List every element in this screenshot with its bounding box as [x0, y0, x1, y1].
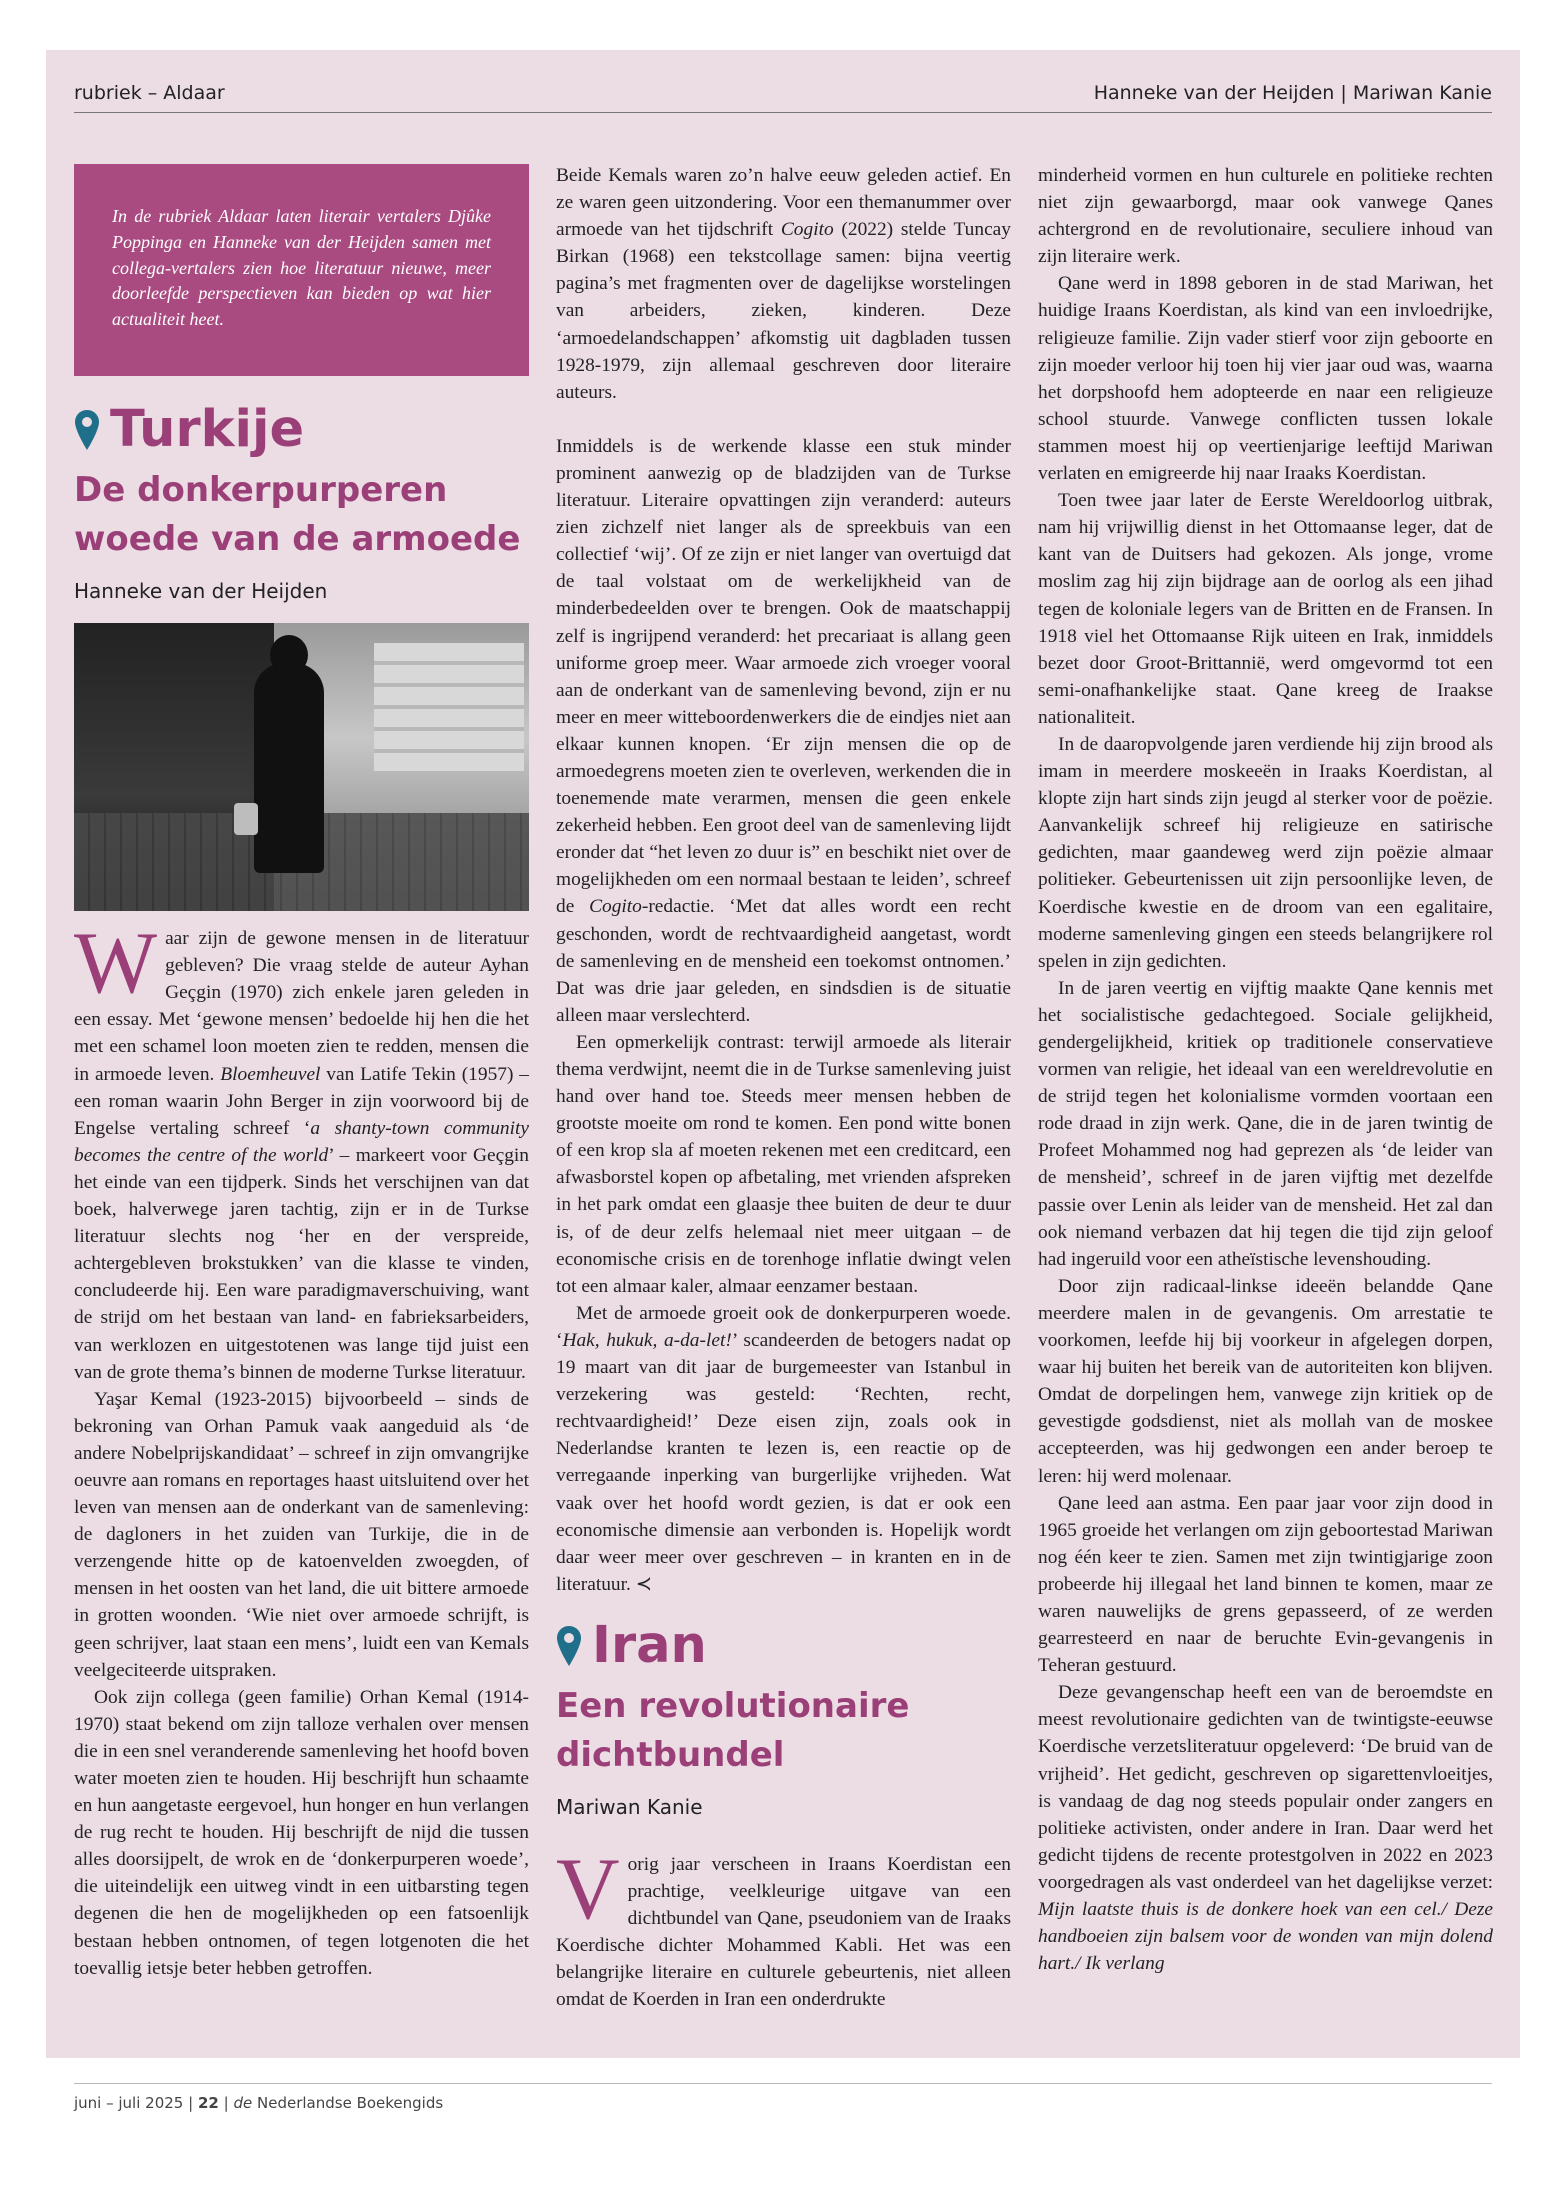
author-byline: Mariwan Kanie [556, 1794, 703, 1819]
page-number: 22 [197, 2094, 219, 2112]
header-divider [74, 112, 1492, 113]
separator: | [223, 2094, 229, 2112]
intro-box [74, 164, 529, 376]
paragraph: Deze gevangenschap heeft een van de beroemdste en meest revolutionaire gedichten van de twintigste-eeuwse Koerdische verzetsliteratuur opgeleverd: ‘De bruid van de vrijheid’. Het gedicht, geschreven op sigarettenvloeitjes, is vandaag de dag nog steeds populair onder zangers en politieke activisten, onder andere in Iran. Daar werd het gedicht tijdens de recente protestgolven in 2022 en 2023 voorgedragen als vast onderdeel van het dagelijkse verzet: Mijn laatste thuis is de donkere hoek van een cel./ Deze handboeien zijn balsem voor de wonden van mijn dolend hart./ Ik verlang [1038, 1682, 1493, 1975]
footer-divider [74, 2083, 1492, 2084]
column-3 [1038, 162, 1493, 1977]
column-2 [556, 162, 1011, 2014]
photo [74, 623, 529, 911]
title-text: Turkije [110, 400, 305, 459]
paragraph: Met de armoede groeit ook de donkerpurperen woede. ‘Hak, hukuk, a-da-let!’ scandeerden de betogers nadat op 19 maart van dit jaar de burgemeester van Istanbul in verzekering was gesteld: ‘Rechten, recht, rechtvaardigheid!’ Deze eisen zijn, zoals ook in Nederlandse kranten te lezen is, een reactie op de verregaande inperking van burgerlijke vrijheden. Wat vaak over het hoofd wordt gezien, is dat er ook een economische dimensie aan verbonden is. Hopelijk wordt daar weer meer over geschreven – in kranten en in de literatuur. ≺ [556, 1302, 1011, 1595]
paragraph: Qane werd in 1898 geboren in de stad Mariwan, het huidige Iraans Koerdistan, als kind van een invloedrijke, religieuze familie. Zijn vader stierf voor zijn geboorte en zijn moeder verloor hij toen hij vier jaar oud was, waarna het dorpshoofd hem adopteerde en naar een religieuze school stuurde. Vanwege conflicten tussen lokale stammen moest hij op veertienjarige leeftijd Mariwan verlaten en emigreerde hij naar Iraaks Koerdistan. [1038, 273, 1493, 485]
section-subtitle-iran [556, 1682, 1011, 1780]
book-title: Bloemheuvel [220, 1063, 321, 1085]
section-iran-heading [556, 1615, 1011, 1821]
author-byline: Hanneke van der Heijden [74, 579, 328, 603]
section-title-turkije [74, 402, 529, 458]
dropcap: W [74, 915, 158, 1013]
paragraph: Een opmerkelijk contrast: terwijl armoede als literair thema verdwijnt, neemt die in de Turkse samenleving juist hand over hand toe. Steeds meer mensen hebben de grootste moeite om rond te komen. Een pond witte bonen of een krop sla af moeten rekenen met een creditcard, een afwasborstel kopen op afbetaling, met vrienden afspreken in het park omdat een glaasje thee buiten de deur te duur is, of de deur zelfs helemaal niet meer uitgaan – de economische crisis en de torenhoge inflatie dwingt velen tot een almaar kaler, almaar eenzamer bestaan. [556, 1031, 1011, 1297]
column-1 [74, 164, 529, 1982]
poem-quote: Mijn laatste thuis is de donkere hoek van een cel./ Deze handboeien zijn balsem voor de wonden van mijn dolend hart./ Ik verlang [1038, 1899, 1493, 1975]
intro-text: In de rubriek Aldaar laten literair vertalers Djûke Poppinga en Hanneke van der Heijden samen met collega-vertalers zien hoe literatuur nieuwe, meer doorleefde perspectieven kan bieden op wat hier actualiteit heet. [112, 206, 491, 330]
dropcap: V [556, 1840, 620, 1938]
location-pin-icon [74, 409, 100, 451]
quote: Hak, hukuk, a-da-let! [562, 1329, 732, 1351]
issue-date: juni – juli 2025 [74, 2094, 184, 2112]
paragraph: Vorig jaar verscheen in Iraans Koerdistan een prachtige, veelkleurige uitgave van een dichtbundel van Qane, pseudoniem van de Iraaks Koerdische dichter Mohammed Kabli. Het was een belangrijke literaire en culturele gebeurtenis, niet alleen omdat de Koerden in Iran een onderdrukte [556, 1840, 1011, 2011]
paragraph: Toen twee jaar later de Eerste Wereldoorlog uitbrak, nam hij vrijwillig dienst in het Ottomaanse leger, dat de kant van de Duitsers had gekozen. Als jonge, vrome moslim zag hij zijn bijdrage aan de oorlog als een jihad tegen de koloniale legers van de Britten en de Fransen. In 1918 viel het Ottomaanse Rijk uiteen en Irak, inmiddels bezet door Groot-Brittannië, werd omgevormd tot een semi-onafhankelijke staat. Qane kreeg de Iraakse nationaliteit. [1038, 490, 1493, 728]
subtitle-line-1: De donkerpurperen [74, 470, 448, 510]
paragraph: Door zijn radicaal-linkse ideeën belandde Qane meerdere malen in de gevangenis. Om arrestatie te voorkomen, leefde hij bij voorkeur in afgelegen dorpen, waar hij buiten het bereik van de autoriteiten kon blijven. Omdat de dorpelingen hem, vanwege zijn kritiek op de gevestigde godsdienst, niet als mollah van de moskee accepteerden, was hij gedwongen een ander beroep te leren: hij werd molenaar. [1038, 1275, 1493, 1487]
section-label: rubriek – Aldaar [74, 82, 225, 104]
publication-article: de [233, 2094, 253, 2112]
section-subtitle-turkije [74, 466, 529, 564]
quote: a shanty-town community becomes the centre of the world [74, 1117, 530, 1166]
subtitle-line-2: woede van de armoede [74, 519, 521, 559]
publication-name: Nederlandse Boekengids [257, 2094, 444, 2112]
paragraph: In de daaropvolgende jaren verdiende hij zijn brood als imam in meerdere moskeeën in Iraaks Koerdistan, al klopte zijn hart sinds zijn jeugd al sterker voor de poëzie. Aanvankelijk schreef hij religieuze en satirische gedichten, maar gaandeweg werd zijn poëzie almaar politieker. Gebeurtenissen uit zijn persoonlijke leven, de Koerdische kwestie en de droom van een egalitaire, moderne samenleving gingen een steeds belangrijkere rol spelen in zijn gedichten. [1038, 733, 1493, 972]
paragraph: Ook zijn collega (geen familie) Orhan Kemal (1914-1970) staat bekend om zijn talloze verhalen over mensen die in een snel veranderende samenleving het hoofd boven water moeten zien te houden. Hij beschrijft hun schaamte en hun aangetaste eergevoel, hun honger en hun verlangen de rug recht te houden. Hij beschrijft de nijd die tussen alles doorsijpelt, de wrok en de ‘donkerpurperen woede’, die uiteindelijk een uitweg vindt in een uitbarsting tegen degenen die hen de mogelijkheden op een fatsoenlijk bestaan hebben ontnomen, of tegen lotgenoten die het toevallig ietsje beter hebben getroffen. [74, 1686, 529, 1979]
paragraph: Waar zijn de gewone mensen in de literatuur gebleven? Die vraag stelde de auteur Ayhan Geçgin (1970) zich enkele jaren geleden in een essay. Met ‘gewone mensen’ bedoelde hij hen die het met een schamel loon moeten zien te redden, mensen die in armoede leven. Bloemheuvel van Latife Tekin (1957) – een roman waarin John Berger in zijn voorwoord bij de Engelse vertaling schreef ‘a shanty-town community becomes the centre of the world’ – markeert voor Geçgin het einde van een tijdperk. Sinds het verschijnen van dat boek, halverwege jaren tachtig, zijn er in de Turkse literatuur slechts nog ‘her en der verspreide, achtergebleven brokstukken’ van die klasse te vinden, concludeerde hij. Een ware paradigmaverschuiving, want de strijd om het bestaan van land- en fabrieksarbeiders, van werklozen en uitgestotenen was lange tijd juist een van de grote thema’s binnen de moderne Turkse literatuur. [74, 915, 530, 1383]
separator: | [188, 2094, 194, 2112]
subtitle-line-1: Een revolutionaire [556, 1685, 910, 1726]
paragraph: In de jaren veertig en vijftig maakte Qane kennis met het socialistische gedachtegoed. Sociale gelijkheid, gendergelijkheid, kritiek op traditionele conservatieve vormen van religie, het ideaal van een wereldrevolutie en de strijd tegen het kolonialisme vormden voortaan een rode draad in zijn werk. Qane, die in de jaren twintig de Profeet Mohammed nog had geprezen als ‘de leider van de mensheid’, schreef in de jaren vijftig met dezelfde passie over Lenin als leider van de mensheid. Het zal dan ook niemand verbazen dat hij tegen die tijd zijn geloof had ingeruild voor een atheïstische levenshouding. [1038, 977, 1493, 1270]
title-text: Iran [592, 1615, 707, 1675]
page-footer [74, 2094, 443, 2112]
subtitle-line-2: dichtbundel [556, 1734, 785, 1775]
paragraph: minderheid vormen en hun culturele en politieke rechten niet zijn gewaarborgd, maar ook vanwege Qanes achtergrond en de revolutionaire, seculiere inhoud van zijn literaire werk. [1038, 165, 1493, 268]
journal-title: Cogito [589, 896, 642, 918]
paragraph: Inmiddels is de werkende klasse een stuk minder prominent aanwezig op de bladzijden van de Turkse literatuur. Literaire opvattingen zijn veranderd: auteurs zien zichzelf niet langer als de spreekbuis van een collectief ‘wij’. Of ze zijn er niet langer van overtuigd dat de taal volstaat om de werkelijkheid van de minderbedeelden over te brengen. Ook de maatschappij zelf is ingrijpend veranderd: het precariaat is allang geen uniforme groep meer. Waar armoede zich vroeger vooral aan de onderkant van de samenleving bevond, zijn er nu meer en meer witteboordenwerkers die de eindjes niet aan elkaar kunnen knopen. ‘Er zijn mensen die op de armoedegrens moeten zien te overleven, werkenden die in toenemende mate verarmen, mensen die geen enkele zekerheid hebben. Een groot deel van de samenleving lijdt eronder dat “het leven zo duur is” en beschikt niet over de mogelijkheden om een normaal bestaan te leiden’, schreef de Cogito-redactie. ‘Met dat alles wordt een recht geschonden, wordt de rechtvaardigheid aangetast, wordt de samenleving en de mensheid een toekomst ontnomen.’ Dat was drie jaar geleden, en sindsdien is de situatie alleen maar verslechterd. [556, 435, 1011, 1026]
section-title-iran [556, 1615, 1011, 1675]
end-mark-icon: ≺ [635, 1573, 652, 1595]
section-turkije-heading [74, 402, 529, 605]
paragraph: Beide Kemals waren zo’n halve eeuw geleden actief. En ze waren geen uitzondering. Voor een themanummer over armoede van het tijdschrift Cogito (2022) stelde Tuncay Birkan (1968) een tekstcollage samen: bijna veertig pagina’s met fragmenten over de dagelijkse worstelingen van arbeiders, zieken, kinderen. Deze ‘armoedelandschappen’ afkomstig uit dagbladen tussen 1928-1979, zijn allemaal geschreven door literaire auteurs. [556, 165, 1011, 403]
paragraph: Qane leed aan astma. Een paar jaar voor zijn dood in 1965 groeide het verlangen om zijn geboortestad Mariwan nog één keer te zien. Samen met zijn twintigjarige zoon probeerde hij illegaal het land binnen te komen, maar ze waren nauwelijks de grens gepasseerd, of ze werden gearresteerd en naar de beruchte Evin-gevangenis in Teheran gestuurd. [1038, 1492, 1493, 1677]
journal-title: Cogito [780, 219, 834, 241]
authors-label: Hanneke van der Heijden | Mariwan Kanie [1093, 82, 1492, 104]
location-pin-icon [556, 1625, 582, 1667]
paragraph: Yaşar Kemal (1923-2015) bijvoorbeeld – sinds de bekroning van Orhan Pamuk vaak aangeduid als ‘de andere Nobelprijskandidaat’ – schreef in zijn omvangrijke oeuvre aan romans en reportages haast uitsluitend over het leven van mensen aan de onderkant van de samenleving: de dagloners in het zuiden van Turkije, die in de verzengende hitte op de katoenvelden zwoegden, of mensen in het oosten van het land, die uit bittere armoede in grotten woonden. ‘Wie niet over armoede schrijft, is geen schrijver, laat staan een mens’, luidt een van Kemals veelgeciteerde uitspraken. [74, 1388, 529, 1681]
